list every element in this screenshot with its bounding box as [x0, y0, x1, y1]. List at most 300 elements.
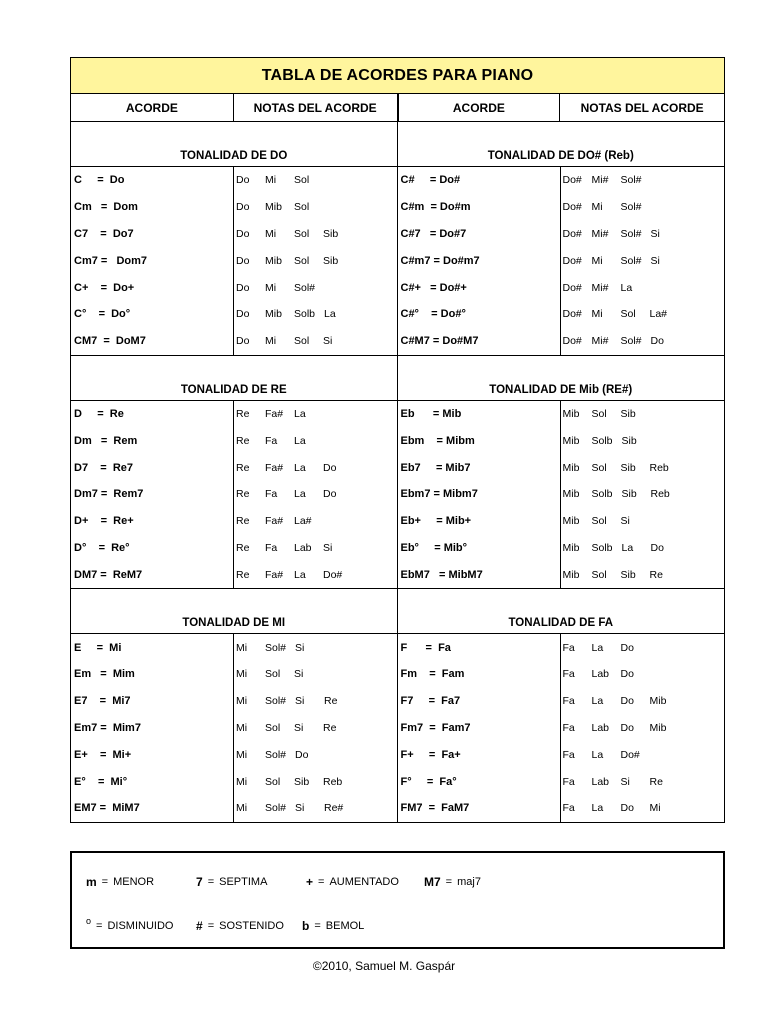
note: La	[294, 434, 306, 447]
note: Re	[236, 541, 250, 554]
note: Mi	[236, 641, 248, 654]
note: Re	[236, 434, 250, 447]
note: Do	[236, 201, 250, 214]
chord-name: Cm7 = Dom7	[71, 247, 234, 274]
note: Sol#	[265, 695, 287, 708]
note: Fa#	[265, 568, 284, 581]
note: Sib	[620, 407, 636, 420]
tonality-heading: TONALIDAD DE FA	[398, 589, 725, 634]
chord-notes	[561, 167, 725, 194]
chord-name: F = Fa	[398, 634, 561, 661]
tonality-section	[71, 122, 724, 356]
chord-row	[71, 194, 397, 221]
tonality-block-left	[71, 589, 398, 822]
column-header-row	[71, 94, 724, 122]
note: Do#	[562, 201, 582, 214]
legend-equals: =	[207, 876, 215, 888]
legend-text: SOSTENIDO	[219, 920, 284, 932]
note: Mi#	[591, 335, 609, 348]
header-chord-right: ACORDE	[398, 94, 561, 121]
legend-symbol: #	[196, 919, 203, 933]
note: Si	[295, 802, 305, 815]
chord-notes	[234, 454, 397, 481]
note: Sol#	[620, 254, 642, 267]
note: Mib	[649, 721, 667, 734]
note: Fa	[265, 488, 278, 501]
note: Si	[620, 515, 630, 528]
note: Si	[323, 335, 333, 348]
note: Do	[236, 174, 250, 187]
note: Sol#	[265, 641, 287, 654]
chord-table	[70, 57, 725, 823]
chord-name: D+ = Re+	[71, 508, 234, 535]
note: Do	[620, 802, 634, 815]
note: Mi#	[591, 281, 609, 294]
note: Re	[236, 568, 250, 581]
chord-row	[398, 427, 725, 454]
note: Reb	[649, 461, 669, 474]
chord-row	[71, 401, 397, 428]
tonality-heading: TONALIDAD DE DO# (Reb)	[398, 122, 725, 167]
note: Si	[295, 641, 305, 654]
chord-name: Dm = Rem	[71, 427, 234, 454]
note: Mi	[265, 227, 277, 240]
chord-name: CM7 = DoM7	[71, 328, 234, 355]
chord-row	[71, 481, 397, 508]
chord-name: C7 = Do7	[71, 221, 234, 248]
chord-notes	[561, 688, 725, 715]
tonality-heading: TONALIDAD DE RE	[71, 356, 397, 401]
note: Sol#	[620, 174, 642, 187]
note: Re	[324, 695, 338, 708]
chord-notes	[561, 535, 725, 562]
note: Mi	[236, 695, 248, 708]
chord-row	[71, 795, 397, 822]
chord-notes	[234, 795, 397, 822]
chord-row	[71, 688, 397, 715]
note: Fa	[562, 668, 575, 681]
chord-notes	[561, 454, 725, 481]
note: Fa#	[265, 407, 284, 420]
note: Si	[620, 775, 630, 788]
tonality-block-left	[71, 356, 398, 589]
note: La	[591, 641, 604, 654]
note: La	[294, 488, 306, 501]
chord-notes	[234, 634, 397, 661]
note: La#	[649, 308, 668, 321]
note: Fa	[265, 541, 278, 554]
note: Do#	[323, 568, 343, 581]
note: Mib	[562, 461, 580, 474]
note: Sol	[294, 201, 310, 214]
chord-notes	[234, 247, 397, 274]
chord-name: Eb7 = Mib7	[398, 454, 561, 481]
note: Do#	[562, 335, 582, 348]
legend-equals: =	[445, 876, 453, 888]
tonality-block-right	[398, 356, 725, 589]
note: Fa	[562, 775, 575, 788]
chord-name: Eb = Mib	[398, 401, 561, 428]
note: Sol	[294, 254, 310, 267]
note: Fa#	[265, 515, 284, 528]
chord-row	[71, 274, 397, 301]
note: Fa	[562, 695, 575, 708]
tonality-heading: TONALIDAD DE Mib (RE#)	[398, 356, 725, 401]
chord-notes	[234, 221, 397, 248]
chord-row	[398, 401, 725, 428]
chord-notes	[561, 481, 725, 508]
note: Mi#	[591, 227, 609, 240]
note: Mi	[265, 174, 277, 187]
chord-name: EbM7 = MibM7	[398, 561, 561, 588]
legend-item	[86, 916, 196, 932]
legend-equals: =	[207, 920, 215, 932]
chord-row	[71, 661, 397, 688]
note: La	[324, 308, 336, 321]
chord-notes	[234, 661, 397, 688]
note: Sol#	[620, 227, 642, 240]
note: Solb	[591, 434, 613, 447]
chord-name: Ebm7 = Mibm7	[398, 481, 561, 508]
chord-row	[71, 221, 397, 248]
chord-row	[398, 688, 725, 715]
note: Si	[323, 541, 333, 554]
chord-name: D = Re	[71, 401, 234, 428]
chord-name: F° = Fa°	[398, 768, 561, 795]
chord-notes	[234, 167, 397, 194]
chord-row	[398, 508, 725, 535]
note: Do	[620, 721, 634, 734]
note: Sib	[620, 568, 636, 581]
note: Mib	[265, 201, 282, 214]
legend-symbol: M7	[424, 875, 441, 889]
note: Solb	[591, 541, 613, 554]
chord-row	[398, 194, 725, 221]
note: Lab	[591, 775, 610, 788]
legend-text: DISMINUIDO	[107, 920, 174, 932]
chord-name: C#m7 = Do#m7	[398, 247, 561, 274]
note: Do	[236, 281, 250, 294]
note: Mi	[265, 335, 277, 348]
note: Fa	[562, 641, 575, 654]
chord-name: C#7 = Do#7	[398, 221, 561, 248]
chord-row	[398, 535, 725, 562]
chord-name: Eb+ = Mib+	[398, 508, 561, 535]
note: Sol	[265, 775, 281, 788]
note: Sol	[265, 721, 281, 734]
note: Fa	[265, 434, 278, 447]
chord-row	[398, 247, 725, 274]
tonality-section	[71, 589, 724, 822]
chord-notes	[234, 715, 397, 742]
note: Do	[620, 641, 634, 654]
note: Do	[295, 748, 309, 761]
note: Re	[649, 775, 663, 788]
chord-name: E7 = Mi7	[71, 688, 234, 715]
chord-row	[398, 634, 725, 661]
chord-notes	[234, 427, 397, 454]
chord-notes	[561, 221, 725, 248]
chord-row	[398, 301, 725, 328]
note: Fa#	[265, 461, 284, 474]
note: Sol#	[265, 802, 287, 815]
note: Sol#	[620, 335, 642, 348]
note: Sib	[621, 434, 637, 447]
note: Sib	[621, 488, 637, 501]
chord-name: C° = Do°	[71, 301, 234, 328]
note: Sib	[323, 227, 339, 240]
legend-text: MENOR	[113, 876, 155, 888]
tonality-heading: TONALIDAD DE MI	[71, 589, 397, 634]
legend-row-2	[86, 916, 412, 933]
legend-symbol: m	[86, 875, 97, 889]
legend-item	[424, 875, 544, 889]
note: Reb	[323, 775, 343, 788]
tonality-block-right	[398, 122, 725, 355]
note: Mi	[265, 281, 277, 294]
note: Mi	[236, 721, 248, 734]
note: Mib	[562, 515, 580, 528]
chord-notes	[234, 328, 397, 355]
note: Sib	[323, 254, 339, 267]
chord-name: C+ = Do+	[71, 274, 234, 301]
note: Si	[650, 254, 660, 267]
note: Sol#	[265, 748, 287, 761]
note: La	[620, 281, 633, 294]
chord-notes	[561, 768, 725, 795]
note: Si	[294, 668, 304, 681]
tonality-section	[71, 356, 724, 590]
chord-notes	[234, 274, 397, 301]
note: Mi	[591, 201, 603, 214]
chord-notes	[234, 768, 397, 795]
note: Solb	[294, 308, 316, 321]
chord-notes	[561, 401, 725, 428]
note: Sol	[591, 568, 607, 581]
chord-row	[71, 508, 397, 535]
chord-row	[398, 221, 725, 248]
chord-row	[398, 167, 725, 194]
chord-name: D7 = Re7	[71, 454, 234, 481]
chord-name: C# = Do#	[398, 167, 561, 194]
note: Mi#	[591, 174, 609, 187]
chord-notes	[234, 508, 397, 535]
note: Mib	[649, 695, 667, 708]
legend-text: SEPTIMA	[219, 876, 268, 888]
note: Fa	[562, 748, 575, 761]
chord-notes	[561, 274, 725, 301]
note: Do#	[562, 174, 582, 187]
chord-row	[71, 741, 397, 768]
chord-name: C = Do	[71, 167, 234, 194]
chord-notes	[561, 247, 725, 274]
note: Do	[620, 695, 634, 708]
chord-row	[398, 795, 725, 822]
chord-name: E+ = Mi+	[71, 741, 234, 768]
chord-notes	[561, 795, 725, 822]
chord-row	[398, 768, 725, 795]
note: Mib	[265, 254, 282, 267]
chord-row	[71, 247, 397, 274]
note: Sib	[620, 461, 636, 474]
note: Fa	[562, 721, 575, 734]
chord-name: C#M7 = Do#M7	[398, 328, 561, 355]
legend-equals: =	[314, 920, 321, 932]
legend-box	[70, 851, 725, 949]
legend-text: maj7	[457, 876, 481, 888]
note: Sol	[294, 174, 310, 187]
note: Fa	[562, 802, 575, 815]
chord-name: C#° = Do#°	[398, 301, 561, 328]
chord-row	[71, 427, 397, 454]
chord-notes	[561, 427, 725, 454]
chord-name: Em7 = Mim7	[71, 715, 234, 742]
note: Mi	[591, 308, 603, 321]
chord-notes	[561, 328, 725, 355]
note: Mi	[649, 802, 661, 815]
legend-symbol: 7	[196, 875, 203, 889]
header-notes-right: NOTAS DEL ACORDE	[580, 100, 704, 115]
chord-notes	[234, 535, 397, 562]
note: Sol	[591, 407, 607, 420]
note: Si	[295, 695, 305, 708]
note: La	[621, 541, 634, 554]
note: Solb	[591, 488, 613, 501]
note: Re	[236, 407, 250, 420]
note: Mi	[591, 254, 603, 267]
chord-name: Dm7 = Rem7	[71, 481, 234, 508]
chord-name: EM7 = MiM7	[71, 795, 234, 822]
table-title: TABLA DE ACORDES PARA PIANO	[71, 58, 724, 94]
note: Lab	[591, 668, 610, 681]
note: Sib	[294, 775, 310, 788]
chord-row	[398, 481, 725, 508]
chord-name: Eb° = Mib°	[398, 535, 561, 562]
tonality-sections	[71, 122, 724, 822]
legend-symbol: o	[86, 916, 92, 926]
copyright-text: ©2010, Samuel M. Gaspár	[312, 959, 456, 973]
note: Lab	[591, 721, 610, 734]
note: Do	[236, 227, 250, 240]
note: La	[591, 748, 604, 761]
note: La	[294, 461, 306, 474]
chord-notes	[561, 194, 725, 221]
note: Do	[620, 668, 634, 681]
chord-notes	[561, 741, 725, 768]
note: Mi	[236, 802, 248, 815]
note: La	[294, 568, 306, 581]
chord-name: D° = Re°	[71, 535, 234, 562]
legend-equals: =	[101, 876, 109, 888]
note: Re	[236, 461, 250, 474]
chord-name: Ebm = Mibm	[398, 427, 561, 454]
chord-row	[71, 454, 397, 481]
chord-name: F7 = Fa7	[398, 688, 561, 715]
chord-notes	[561, 301, 725, 328]
note: Do	[650, 335, 664, 348]
legend-text: BEMOL	[325, 920, 365, 932]
legend-text: AUMENTADO	[329, 876, 399, 888]
note: Do#	[562, 281, 582, 294]
chord-name: E = Mi	[71, 634, 234, 661]
note: Do	[236, 308, 250, 321]
chord-row	[398, 454, 725, 481]
chord-row	[398, 715, 725, 742]
note: Mib	[562, 488, 580, 501]
note: Lab	[294, 541, 312, 554]
chord-row	[71, 634, 397, 661]
chord-notes	[234, 561, 397, 588]
tonality-block-left	[71, 122, 398, 355]
note: Sol	[265, 668, 281, 681]
chord-name: Fm7 = Fam7	[398, 715, 561, 742]
note: Do#	[562, 308, 582, 321]
chord-name: E° = Mi°	[71, 768, 234, 795]
chord-name: DM7 = ReM7	[71, 561, 234, 588]
note: Mi	[236, 775, 248, 788]
note: La	[591, 802, 604, 815]
note: La	[294, 407, 306, 420]
note: Do	[650, 541, 664, 554]
chord-row	[71, 328, 397, 355]
note: Do#	[562, 227, 582, 240]
note: Do	[323, 488, 337, 501]
note: La#	[294, 515, 312, 528]
legend-item	[302, 919, 412, 933]
chord-name: Em = Mim	[71, 661, 234, 688]
chord-row	[398, 274, 725, 301]
chord-notes	[234, 401, 397, 428]
chord-notes	[234, 741, 397, 768]
note: Do#	[562, 254, 582, 267]
note: Mi	[236, 748, 248, 761]
note: Do#	[620, 748, 640, 761]
chord-row	[398, 741, 725, 768]
chord-row	[398, 561, 725, 588]
note: Sol	[620, 308, 636, 321]
chord-notes	[561, 661, 725, 688]
tonality-heading: TONALIDAD DE DO	[71, 122, 397, 167]
note: Sol	[294, 335, 310, 348]
legend-equals: =	[318, 876, 325, 888]
chord-notes	[234, 194, 397, 221]
legend-item	[306, 875, 424, 889]
chord-row	[71, 301, 397, 328]
note: Mib	[562, 541, 580, 554]
note: Sol	[294, 227, 310, 240]
chord-notes	[561, 508, 725, 535]
note: Mi	[236, 668, 248, 681]
header-notes-left: NOTAS DEL ACORDE	[234, 94, 398, 121]
legend-symbol: +	[306, 875, 314, 889]
note: Si	[650, 227, 660, 240]
chord-notes	[561, 715, 725, 742]
note: La	[591, 695, 604, 708]
note: Re#	[324, 802, 344, 815]
legend-symbol: b	[302, 919, 310, 933]
note: Mib	[562, 407, 580, 420]
chord-row	[71, 768, 397, 795]
chord-name: C#m = Do#m	[398, 194, 561, 221]
chord-name: Cm = Dom	[71, 194, 234, 221]
note: Do	[323, 461, 337, 474]
chord-row	[71, 561, 397, 588]
tonality-block-right	[398, 589, 725, 822]
chord-name: C#+ = Do#+	[398, 274, 561, 301]
note: Sol#	[620, 201, 642, 214]
note: Re	[649, 568, 663, 581]
legend-item	[86, 875, 196, 889]
